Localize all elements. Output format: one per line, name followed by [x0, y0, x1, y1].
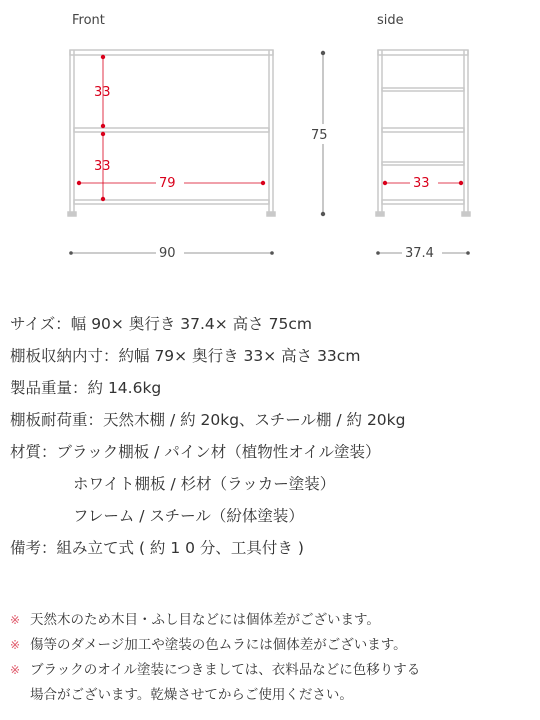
spec-label: 棚板収納内寸：	[10, 347, 119, 365]
front-label: Front	[72, 13, 105, 28]
side-view-frame	[376, 50, 470, 216]
side-inner-depth-dimension	[383, 174, 463, 191]
note-text: ブラックのオイル塗装につきましては、衣料品などに色移りする	[30, 662, 421, 678]
spec-value: 幅 90× 奥行き 37.4× 高さ 75cm	[70, 315, 312, 333]
spec-row-material	[10, 436, 535, 468]
spec-value: ホワイト棚板 / 杉材（ラッカー塗装）	[73, 475, 336, 493]
spec-label: 材質：	[10, 443, 57, 461]
note-item	[10, 633, 535, 658]
spec-row-inner-size	[10, 340, 535, 372]
spec-value: フレーム / スチール（紛体塗装）	[73, 507, 304, 525]
note-item	[10, 608, 535, 633]
note-mark-icon: ※	[10, 638, 21, 652]
note-continuation: 場合がございます。乾燥させてからご使用ください。	[30, 687, 353, 703]
spec-row-size	[10, 308, 535, 340]
spec-value: 約幅 79× 奥行き 33× 高さ 33cm	[118, 347, 361, 365]
spec-label: 棚板耐荷重：	[10, 411, 104, 429]
spec-value: ブラック棚板 / パイン材（植物性オイル塗装）	[56, 443, 381, 461]
spec-value: 天然木棚 / 約 20kg、スチール棚 / 約 20kg	[103, 411, 406, 429]
total-height-dimension	[310, 51, 334, 216]
spec-label: 製品重量：	[10, 379, 88, 397]
spec-row-material-white	[10, 468, 535, 500]
total-width-dimension	[69, 243, 274, 261]
note-mark-icon: ※	[10, 613, 21, 627]
spec-value: 約 14.6kg	[87, 379, 162, 397]
shelf-height-label-1: 33	[94, 85, 111, 100]
spec-row-weight	[10, 372, 535, 404]
spec-row-material-frame	[10, 500, 535, 532]
spec-label: サイズ：	[10, 315, 71, 333]
side-label: side	[377, 13, 404, 28]
inner-depth-label: 33	[413, 176, 430, 191]
note-text: 天然木のため木目・ふし目などには個体差がございます。	[30, 612, 380, 628]
dimension-diagram	[0, 0, 540, 280]
shelf-height-label-2: 33	[94, 159, 111, 174]
note-mark-icon: ※	[10, 663, 21, 677]
inner-width-label: 79	[159, 176, 176, 191]
note-text: 傷等のダメージ加工や塗装の色ムラには個体差がございます。	[30, 637, 407, 653]
spec-row-load-capacity	[10, 404, 535, 436]
spec-value: 組み立て式 ( 約 1 0 分、工具付き )	[56, 539, 304, 557]
dimension-diagram-svg	[0, 0, 540, 280]
notes-list	[10, 608, 535, 708]
spec-row-remarks	[10, 532, 535, 564]
total-depth-dimension	[376, 243, 470, 261]
front-view-frame	[68, 50, 275, 216]
spec-list	[10, 308, 535, 564]
note-item	[10, 658, 535, 683]
total-depth-label: 37.4	[405, 246, 434, 261]
spec-label: 備考：	[10, 539, 57, 557]
total-width-label: 90	[159, 246, 176, 261]
total-height-label: 75	[311, 128, 328, 143]
